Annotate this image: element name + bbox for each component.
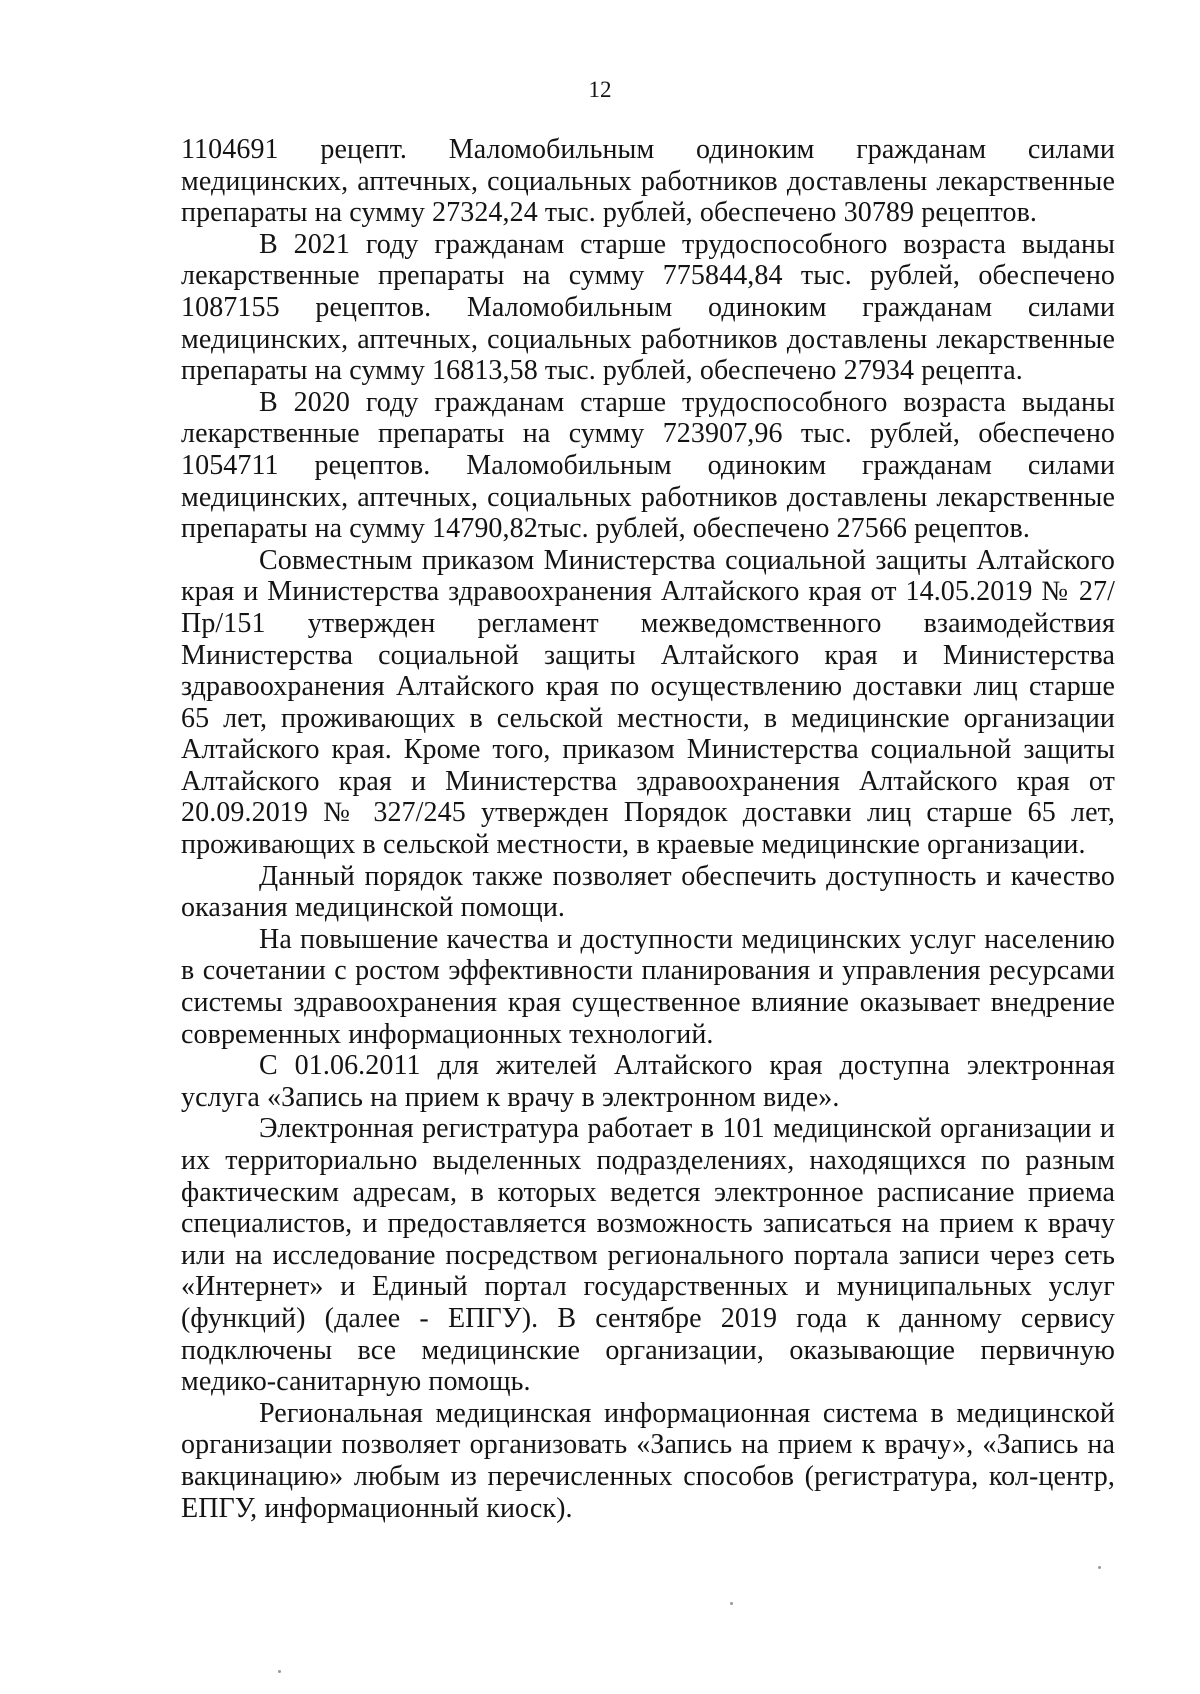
paragraph: Данный порядок также позволяет обеспечить доступность и качество оказания медицинской помощи. [181, 860, 1115, 924]
paragraph: На повышение качества и доступности медицинских услуг населению в сочетании с ростом эффективности планирования и управления ресурсами системы здравоохранения края существенное влияние оказывает внедрение современных информационных технологий. [181, 923, 1115, 1050]
scan-speck [730, 1602, 733, 1605]
scan-speck [278, 1670, 281, 1673]
paragraph: В 2020 году гражданам старше трудоспособного возраста выданы лекарственные препараты на сумму 723907,96 тыс. рублей, обеспечено 1054711 рецептов. Маломобильным одиноким гражданам силами медицинских, аптечных, социальных работников доставлены лекарственные препараты на сумму 14790,82тыс. рублей, обеспечено 27566 рецептов. [181, 386, 1115, 545]
paragraph: Совместным приказом Министерства социальной защиты Алтайского края и Министерства здравоохранения Алтайского края от 14.05.2019 № 27/Пр/151 утвержден регламент межведомственного взаимодействия Министерства социальной защиты Алтайского края и Министерства здравоохранения Алтайского края по осуществлению доставки лиц старше 65 лет, проживающих в сельской местности, в медицинские организации Алтайского края. Кроме того, приказом Министерства социальной защиты Алтайского края и Министерства здравоохранения Алтайского края от 20.09.2019 № 327/245 утвержден Порядок доставки лиц старше 65 лет, проживающих в сельской местности, в краевые медицинские организации. [181, 544, 1115, 861]
paragraph: С 01.06.2011 для жителей Алтайского края доступна электронная услуга «Запись на прием к врачу в электронном виде». [181, 1050, 1115, 1113]
document-body [181, 134, 1115, 1524]
page-number: 12 [588, 77, 612, 102]
paragraph: Электронная регистратура работает в 101 медицинской организации и их территориально выделенных подразделениях, находящихся по разным фактическим адресам, в которых ведется электронное расписание приема специалистов, и предоставляется возможность записаться на прием к врачу или на исследование посредством регионального портала записи через сеть «Интернет» и Единый портал государственных и муниципальных услуг (функций) (далее - ЕПГУ). В сентябре 2019 года к данному сервису подключены все медицинские организации, оказывающие первичную медико-санитарную помощь. [181, 1113, 1115, 1398]
paragraph: 1104691 рецепт. Маломобильным одиноким гражданам силами медицинских, аптечных, социальных работников доставлены лекарственные препараты на сумму 27324,24 тыс. рублей, обеспечено 30789 рецептов. [181, 134, 1115, 229]
paragraph: Региональная медицинская информационная система в медицинской организации позволяет организовать «Запись на прием к врачу», «Запись на вакцинацию» любым из перечисленных способов (регистратура, кол-центр, ЕПГУ, информационный киоск). [181, 1397, 1115, 1524]
scan-speck [1098, 1566, 1101, 1569]
paragraph: В 2021 году гражданам старше трудоспособного возраста выданы лекарственные препараты на сумму 775844,84 тыс. рублей, обеспечено 1087155 рецептов. Маломобильным одиноким гражданам силами медицинских, аптечных, социальных работников доставлены лекарственные препараты на сумму 16813,58 тыс. рублей, обеспечено 27934 рецепта. [181, 228, 1115, 387]
